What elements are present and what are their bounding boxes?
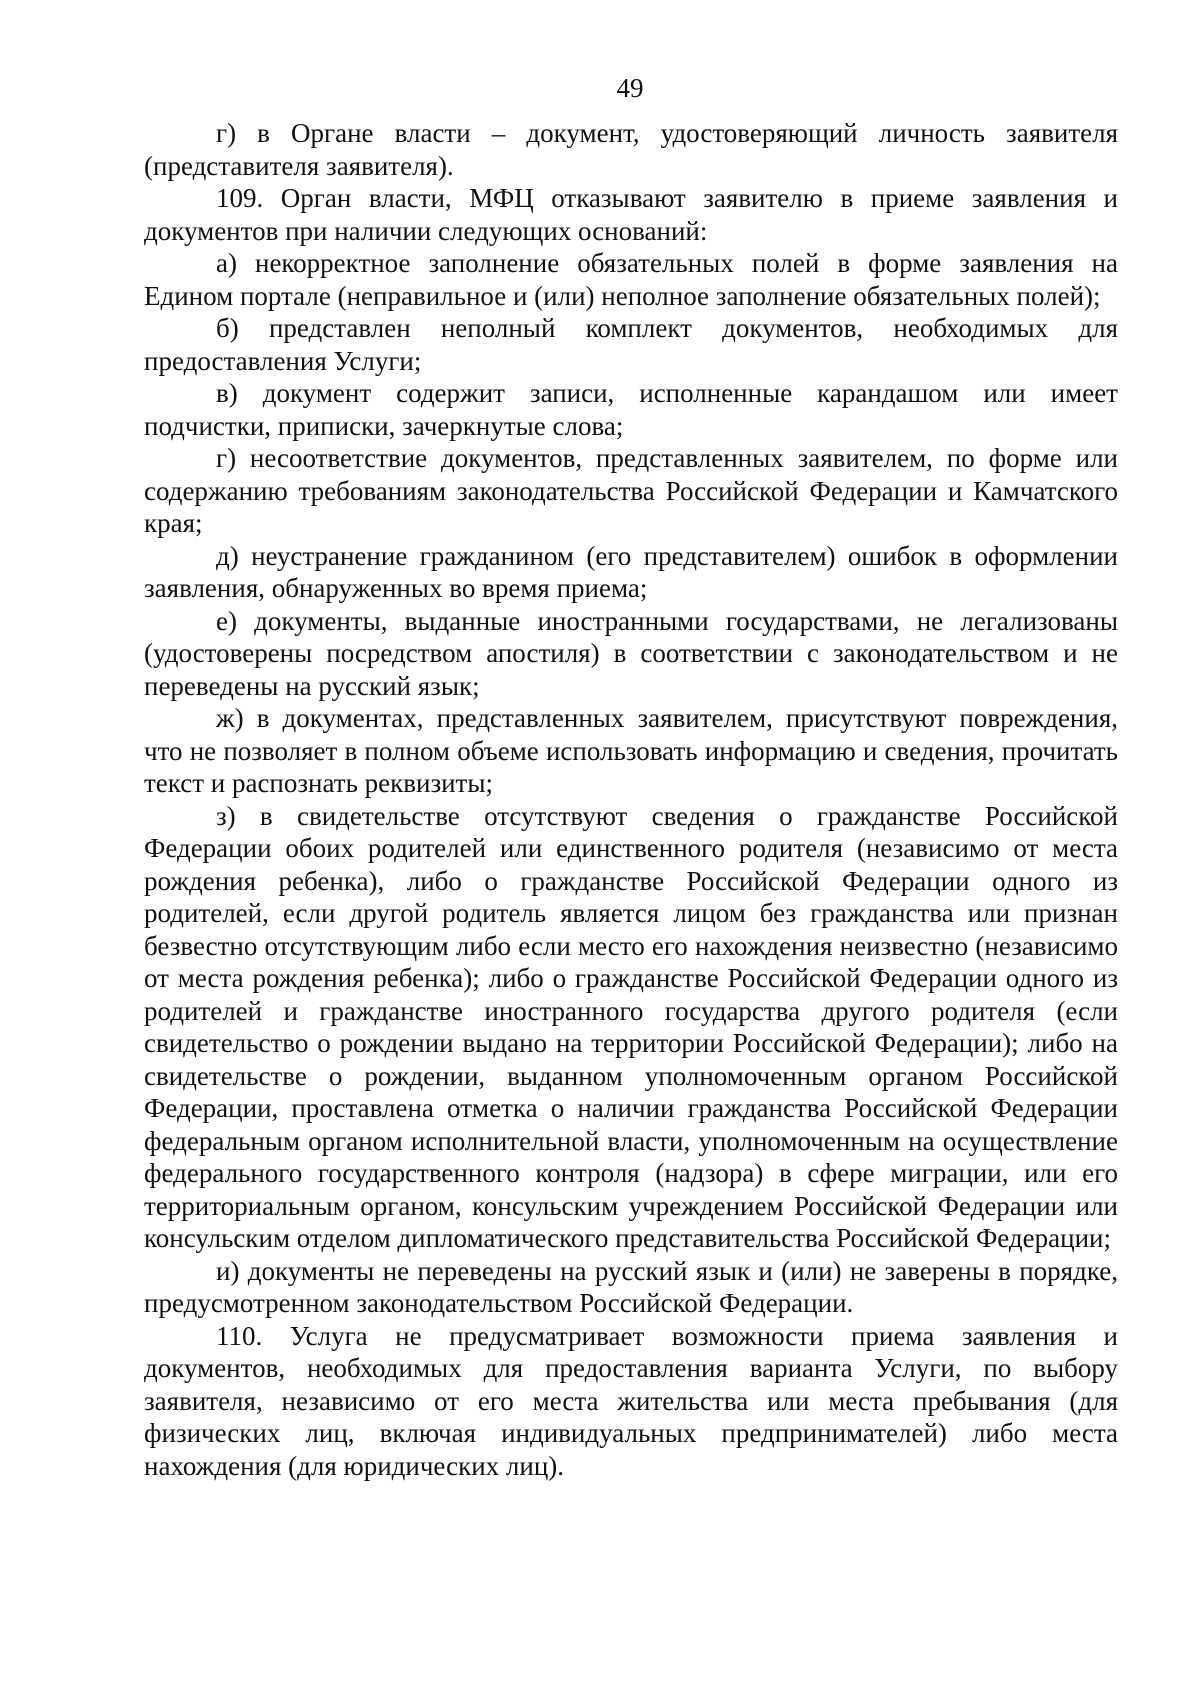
list-item-d: д) неустранение гражданином (его представителем) ошибок в оформлении заявления, обнаруженных во время приема; — [144, 540, 1118, 603]
paragraph-identity-document: г) в Органе власти – документ, удостоверяющий личность заявителя (представителя заявителя). — [144, 118, 1118, 181]
document-body — [144, 117, 1118, 1482]
list-item-a: а) некорректное заполнение обязательных полей в форме заявления на Едином портале (неправильное и (или) неполное заполнение обязательных полей); — [144, 248, 1118, 311]
list-item-v: в) документ содержит записи, исполненные карандашом или имеет подчистки, приписки, зачеркнутые слова; — [144, 378, 1118, 441]
list-item-b: б) представлен неполный комплект документов, необходимых для предоставления Услуги; — [144, 313, 1118, 376]
list-item-i: и) документы не переведены на русский язык и (или) не заверены в порядке, предусмотренном законодательством Российской Федерации. — [144, 1255, 1118, 1318]
list-item-e: е) документы, выданные иностранными государствами, не легализованы (удостоверены посредством апостиля) в соответствии с законодательством и не переведены на русский язык; — [144, 605, 1118, 701]
list-item-zh: ж) в документах, представленных заявителем, присутствуют повреждения, что не позволяет в полном объеме использовать информацию и сведения, прочитать текст и распознать реквизиты; — [144, 703, 1118, 798]
paragraph-109-refusal-grounds: 109. Орган власти, МФЦ отказывают заявителю в приеме заявления и документов при наличии следующих оснований: — [144, 183, 1118, 246]
list-item-z: з) в свидетельстве отсутствуют сведения о гражданстве Российской Федерации обоих родителей или единственного родителя (независимо от места рождения ребенка), либо о гражданстве Российской Федерации одного из родителей, если другой родитель является лицом без гражданства или признан безвестно отсутствующим либо если место его нахождения неизвестно (независимо от места рождения ребенка); либо о гражданстве Российской Федерации одного из родителей и гражданстве иностранного государства другого родителя (если свидетельство о рождении выдано на территории Российской Федерации); либо на свидетельстве о рождении, выданном уполномоченным органом Российской Федерации, проставлена отметка о наличии гражданства Российской Федерации федеральным органом исполнительной власти, уполномоченным на осуществление федерального государственного контроля (надзора) в сфере миграции, или его территориальным органом, консульским учреждением Российской Федерации или консульским отделом дипломатического представительства Российской Федерации; — [144, 800, 1118, 1253]
list-item-g: г) несоответствие документов, представленных заявителем, по форме или содержанию требованиям законодательства Российской Федерации и Камчатского края; — [144, 443, 1118, 538]
paragraph-110-extraterritorial: 110. Услуга не предусматривает возможности приема заявления и документов, необходимых для предоставления варианта Услуги, по выбору заявителя, независимо от его места жительства или места пребывания (для физических лиц, включая индивидуальных предпринимателей) либо места нахождения (для юридических лиц). — [144, 1320, 1118, 1481]
page-number: 49 — [616, 73, 644, 103]
